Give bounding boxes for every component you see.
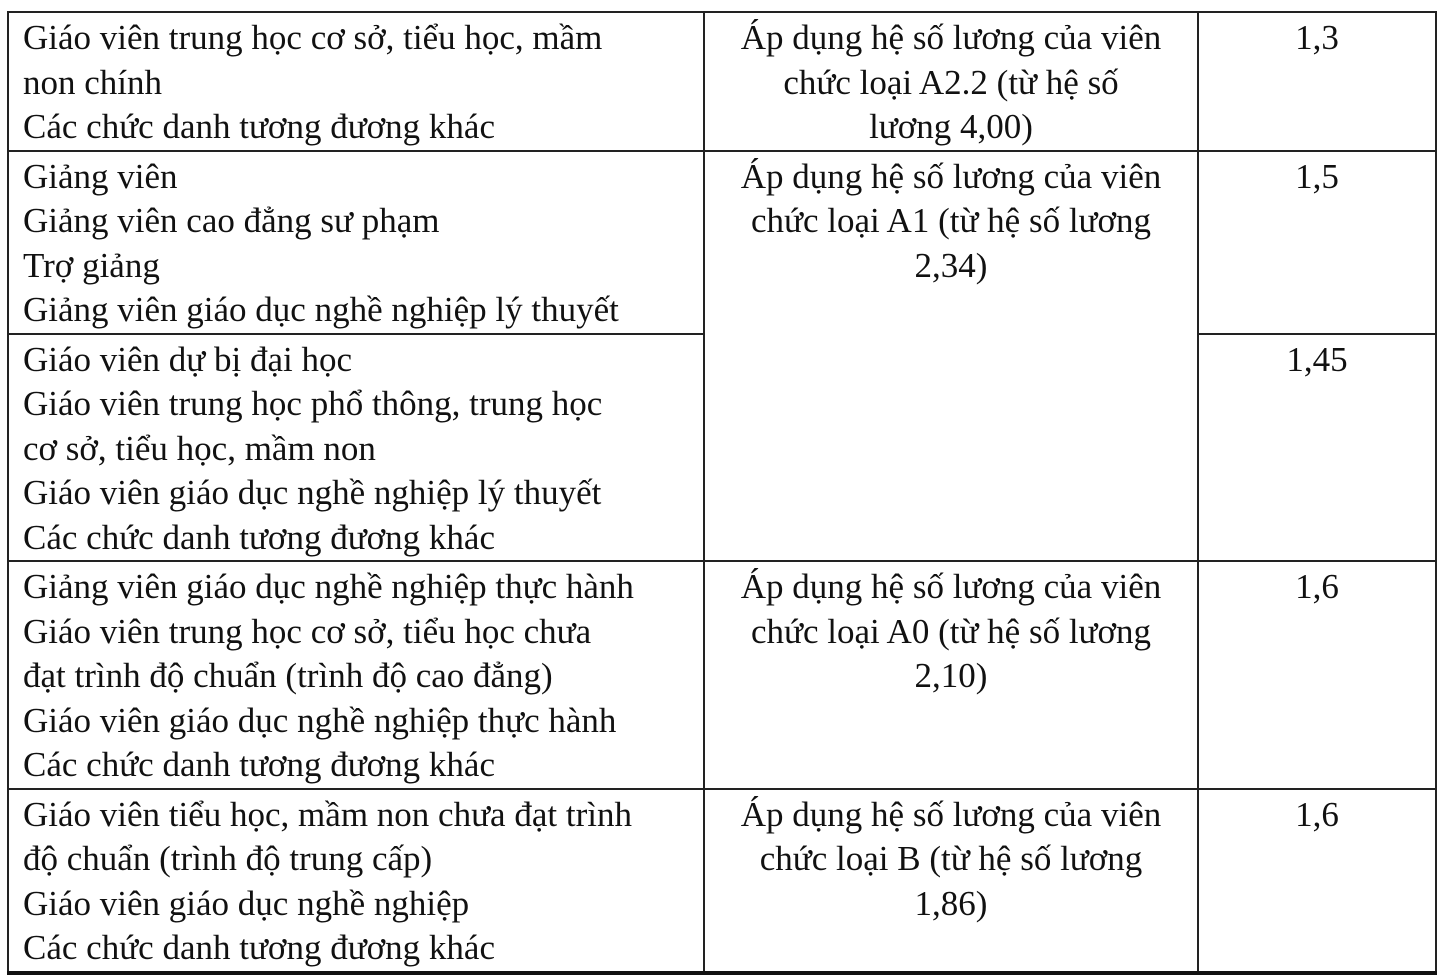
- position-line: Giáo viên dự bị đại học: [23, 339, 353, 379]
- coefficient-cell: 1,3: [1198, 12, 1436, 151]
- salary-line: chức loại B (từ hệ số lương: [759, 839, 1143, 878]
- salary-coefficient-table: [7, 11, 1437, 975]
- salary-line: 2,34): [914, 245, 988, 285]
- salary-line: Áp dụng hệ số lương của viên: [740, 567, 1162, 606]
- position-line: Giáo viên trung học cơ sở, tiểu học chưa: [23, 611, 592, 651]
- salary-line: Áp dụng hệ số lương của viên: [740, 156, 1162, 196]
- salary-scale-cell: [704, 12, 1198, 151]
- table-row: [8, 561, 1436, 789]
- position-line: Trợ giảng: [23, 245, 160, 285]
- table-row: [8, 12, 1436, 151]
- coefficient-cell: 1,45: [1198, 334, 1436, 562]
- position-line: Giảng viên: [23, 156, 178, 196]
- position-line: Giáo viên trung học cơ sở, tiểu học, mầm: [23, 18, 603, 57]
- position-line: Các chức danh tương đương khác: [23, 107, 495, 146]
- position-line: Giáo viên tiểu học, mầm non chưa đạt trình: [23, 794, 632, 834]
- position-line: Giảng viên cao đẳng sư phạm: [23, 201, 440, 240]
- position-line: Các chức danh tương đương khác: [23, 745, 495, 784]
- position-line: Các chức danh tương đương khác: [23, 517, 495, 557]
- position-line: đạt trình độ chuẩn (trình độ cao đẳng): [23, 656, 553, 695]
- salary-line: chức loại A0 (từ hệ số lương: [750, 611, 1152, 651]
- position-line: non chính: [23, 62, 163, 102]
- position-line: độ chuẩn (trình độ trung cấp): [23, 839, 433, 878]
- position-line: Giảng viên giáo dục nghề nghiệp lý thuyết: [23, 290, 619, 329]
- table-row: [8, 789, 1436, 973]
- coefficient-cell: 1,6: [1198, 789, 1436, 973]
- position-line: Giáo viên trung học phổ thông, trung học: [23, 384, 603, 423]
- salary-line: chức loại A1 (từ hệ số lương: [750, 201, 1152, 240]
- coefficient-cell: 1,6: [1198, 561, 1436, 789]
- position-line: Giáo viên giáo dục nghề nghiệp lý thuyết: [23, 473, 602, 512]
- coefficient-cell: 1,5: [1198, 151, 1436, 334]
- position-line: Giáo viên giáo dục nghề nghiệp thực hành: [23, 700, 617, 740]
- salary-line: lương 4,00): [869, 107, 1033, 146]
- position-line: Giáo viên giáo dục nghề nghiệp: [23, 883, 470, 923]
- position-line: cơ sở, tiểu học, mầm non: [23, 428, 376, 468]
- position-cell: [8, 789, 704, 973]
- position-cell: [8, 561, 704, 789]
- salary-scale-cell: [704, 561, 1198, 789]
- position-cell: [8, 334, 704, 562]
- position-line: Các chức danh tương đương khác: [23, 928, 495, 967]
- position-cell: [8, 12, 704, 151]
- salary-line: chức loại A2.2 (từ hệ số: [783, 62, 1119, 102]
- salary-line: 1,86): [914, 883, 988, 923]
- position-cell: [8, 151, 704, 334]
- salary-scale-cell: [704, 151, 1198, 562]
- salary-line: 2,10): [914, 656, 988, 695]
- salary-line: Áp dụng hệ số lương của viên: [740, 18, 1162, 57]
- position-line: Giảng viên giáo dục nghề nghiệp thực hành: [23, 567, 634, 606]
- salary-line: Áp dụng hệ số lương của viên: [740, 794, 1162, 834]
- salary-scale-cell: [704, 789, 1198, 973]
- table-row: [8, 151, 1436, 334]
